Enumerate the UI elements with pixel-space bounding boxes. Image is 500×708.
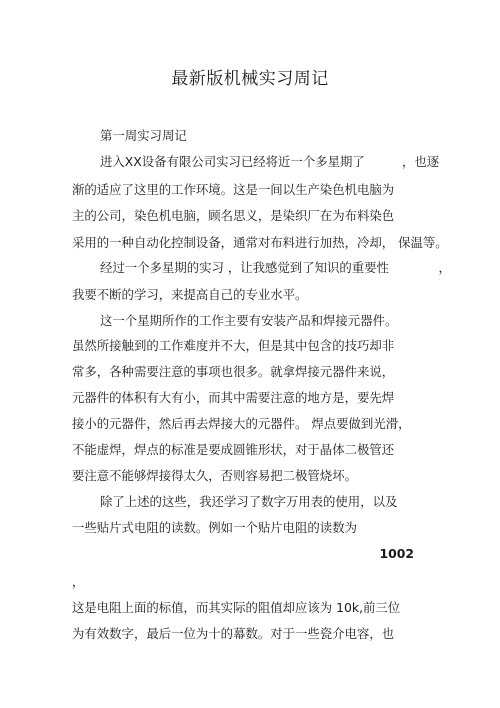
text-line: 不能虚焊，焊点的标准是要成圆锥形状，对于晶体二极管还 [72,442,395,457]
text-line: ， [72,574,85,589]
text-line: 为有效数字，最后一位为十的幕数。对于一些瓷介电容，也 [72,626,395,641]
document-title: 最新版机械实习周记 [171,69,329,89]
text-line: 要注意不能够焊接得太久，否则容易把二极管烧坏。 [72,468,357,483]
text-line: 接小的元器件，然后再去焊接大的元器件。 焊点要做到光滑， [72,416,411,431]
text-line: 采用的一种自动化控制设备，通常对布料进行加热，冷却， 保温等。 [72,235,448,250]
resistor-reading: 1002 [379,546,414,561]
section-heading: 第一周实习周记 [100,128,187,143]
text-line: 经过一个多星期的实习 ，让我感觉到了知识的重要性 ， [100,260,451,275]
text-line: 我要不断的学习，来提高自己的专业水平。 [72,287,308,302]
text-line: 虽然所接触到的工作难度并不大，但是其中包含的技巧却非 [72,338,395,353]
text-line: 一些贴片式电阻的读数。例如一个贴片电阻的读数为 [72,520,357,535]
text-line: 进入XX设备有限公司实习已经将近一个多星期了 ，也逐 [100,154,440,169]
text-line: 这一个星期所作的工作主要有安装产品和焊接元器件。 [100,313,398,328]
text-line: 这是电阻上面的标值，而其实际的阻值却应该为 10k,前三位 [72,600,401,615]
text-line: 元器件的体积有大有小，而其中需要注意的地方是，要先焊 [72,390,395,405]
text-line: 除了上述的这些，我还学习了数字万用表的使用，以及 [100,494,398,509]
text-line: 常多，各种需要注意的事项也很多。就拿焊接元器件来说， [72,364,395,379]
text-line: 主的公司，染色机电脑，顾名思义，是染织厂在为布料染色 [72,208,395,223]
text-line: 渐的适应了这里的工作环境。这是一间以生产染色机电脑为 [72,182,395,197]
